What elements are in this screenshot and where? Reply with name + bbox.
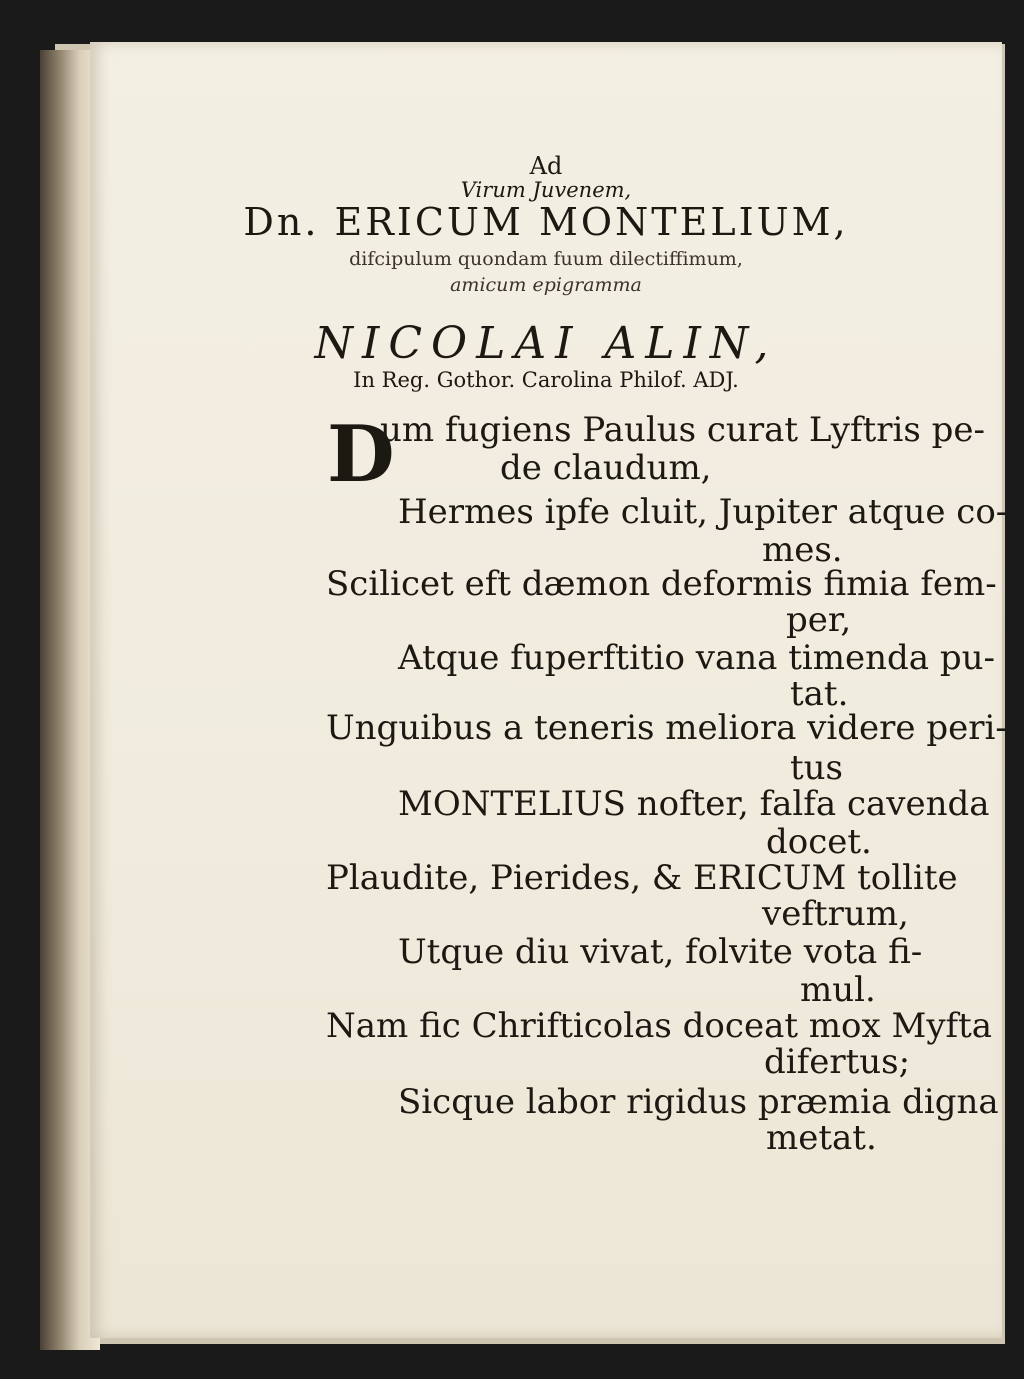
poem-line: per, bbox=[786, 600, 852, 640]
heading-virum: Virum Juvenem, bbox=[460, 178, 632, 202]
poem-line: Unguibus a teneris meliora videre peri- bbox=[326, 708, 1007, 748]
poem-line: mes. bbox=[762, 530, 843, 570]
drop-cap: D bbox=[327, 409, 395, 500]
poem-line: Nam fic Chrifticolas doceat mox Myfta bbox=[326, 1006, 993, 1046]
poem-line: difertus; bbox=[764, 1042, 911, 1082]
poem-line: Hermes ipfe cluit, Jupiter atque co- bbox=[398, 492, 1008, 532]
poem-line: Sicque labor rigidus præmia digna bbox=[398, 1082, 999, 1122]
heading-amicum: amicum epigramma bbox=[450, 274, 642, 296]
poem-line: Atque fuperftitio vana timenda pu- bbox=[398, 638, 996, 678]
heading-discipulum: difcipulum quondam fuum dilectiffimum, bbox=[349, 248, 743, 270]
poem-line: tus bbox=[790, 748, 844, 788]
poem-line: mul. bbox=[800, 970, 876, 1010]
heading-author: NICOLAI ALIN, bbox=[314, 318, 778, 369]
book-page bbox=[90, 42, 1008, 1338]
poem-line: tat. bbox=[790, 674, 849, 714]
poem-line: Utque diu vivat, folvite vota fi- bbox=[398, 932, 923, 972]
poem-line: metat. bbox=[766, 1118, 877, 1158]
poem-line: Scilicet eft dæmon deformis fimia fem- bbox=[326, 564, 997, 604]
poem-line: de claudum, bbox=[500, 448, 712, 488]
poem-line: um fugiens Paulus curat Lyftris pe- bbox=[380, 410, 986, 450]
poem-line: Plaudite, Pierides, & ERICUM tollite bbox=[326, 858, 958, 898]
heading-ad: Ad bbox=[529, 152, 563, 180]
poem-line: MONTELIUS nofter, falfa cavenda bbox=[398, 784, 990, 824]
heading-name: Dn. ERICUM MONTELIUM, bbox=[243, 200, 849, 244]
poem-line: docet. bbox=[766, 822, 872, 862]
heading-title: In Reg. Gothor. Carolina Philof. ADJ. bbox=[353, 368, 739, 392]
poem-line: veftrum, bbox=[762, 894, 909, 934]
